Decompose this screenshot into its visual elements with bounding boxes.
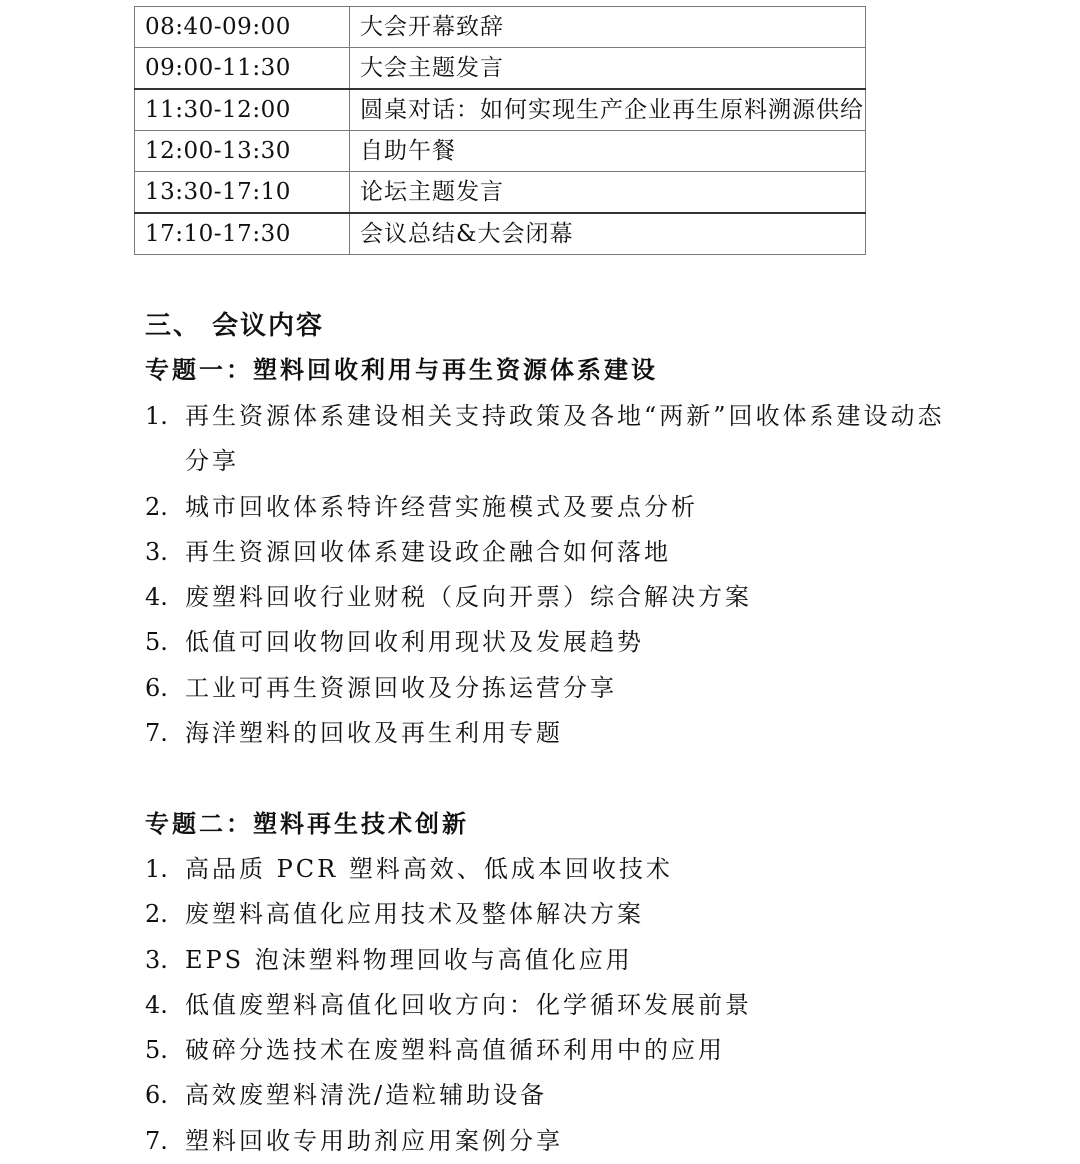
item-number: 2. (145, 900, 168, 929)
item-text: 破碎分选技术在废塑料高值循环利用中的应用 (185, 1036, 725, 1065)
item-text: 再生资源回收体系建设政企融合如何落地 (185, 537, 671, 566)
section-heading: 三、 会议内容 (145, 311, 325, 341)
item-text: 海洋塑料的回收及再生利用专题 (185, 719, 563, 748)
table-row (135, 89, 866, 131)
list-item (145, 575, 945, 620)
item-number: 6. (145, 1081, 168, 1110)
item-cell: 会议总结&大会闭幕 (350, 213, 866, 255)
time-cell: 09:00-11:30 (135, 48, 350, 90)
list-item (145, 711, 945, 756)
item-number: 6. (145, 673, 168, 702)
item-number: 4. (145, 583, 168, 612)
item-cell: 圆桌对话：如何实现生产企业再生原料溯源供给 (350, 89, 866, 131)
time-cell: 13:30-17:10 (135, 172, 350, 214)
item-number: 3. (145, 945, 168, 974)
item-cell: 自助午餐 (350, 131, 866, 172)
list-item (145, 1028, 965, 1073)
item-text: 废塑料高值化应用技术及整体解决方案 (185, 900, 644, 929)
item-text: 高效废塑料清洗/造粒辅助设备 (185, 1081, 548, 1110)
topic-2-list (145, 847, 965, 1164)
list-item (145, 666, 945, 711)
item-number: 1. (145, 402, 168, 430)
time-cell: 17:10-17:30 (135, 213, 350, 255)
topic-1-title: 专题一：塑料回收利用与再生资源体系建设 (145, 355, 658, 384)
item-text: 城市回收体系特许经营实施模式及要点分析 (185, 492, 698, 521)
list-item (145, 938, 965, 983)
table-row (135, 172, 866, 214)
item-text: 低值可回收物回收利用现状及发展趋势 (185, 628, 644, 657)
table-row (135, 7, 866, 48)
list-item (145, 847, 965, 892)
topic-2-title: 专题二：塑料再生技术创新 (145, 809, 469, 838)
item-number: 4. (145, 990, 168, 1019)
table-row (135, 131, 866, 172)
item-text: 工业可再生资源回收及分拣运营分享 (185, 673, 617, 702)
item-number: 2. (145, 492, 168, 521)
item-text: 低值废塑料高值化回收方向：化学循环发展前景 (185, 990, 752, 1019)
item-text: 塑料回收专用助剂应用案例分享 (185, 1126, 563, 1155)
item-number: 7. (145, 1126, 168, 1155)
table-row (135, 48, 866, 90)
item-text: 废塑料回收行业财税（反向开票）综合解决方案 (185, 583, 752, 612)
list-item (145, 892, 965, 937)
item-number: 1. (145, 855, 168, 883)
list-item (145, 394, 945, 485)
list-item (145, 1073, 965, 1118)
item-number: 5. (145, 1036, 168, 1065)
item-number: 5. (145, 628, 168, 657)
item-cell: 大会开幕致辞 (350, 7, 866, 48)
item-number: 3. (145, 537, 168, 566)
list-item (145, 1119, 965, 1164)
list-item (145, 983, 965, 1028)
schedule-table (134, 6, 866, 255)
list-item (145, 485, 945, 530)
time-cell: 11:30-12:00 (135, 89, 350, 131)
item-text: 高品质 PCR 塑料高效、低成本回收技术 (185, 855, 673, 883)
topic-1-list (145, 394, 945, 756)
list-item (145, 620, 945, 665)
list-item (145, 530, 945, 575)
item-number: 7. (145, 719, 168, 748)
item-cell: 论坛主题发言 (350, 172, 866, 214)
time-cell: 12:00-13:30 (135, 131, 350, 172)
item-text: EPS 泡沫塑料物理回收与高值化应用 (185, 945, 633, 974)
time-cell: 08:40-09:00 (135, 7, 350, 48)
item-text: 再生资源体系建设相关支持政策及各地“两新”回收体系建设动态分享 (185, 402, 945, 476)
item-cell: 大会主题发言 (350, 48, 866, 90)
table-row (135, 213, 866, 255)
